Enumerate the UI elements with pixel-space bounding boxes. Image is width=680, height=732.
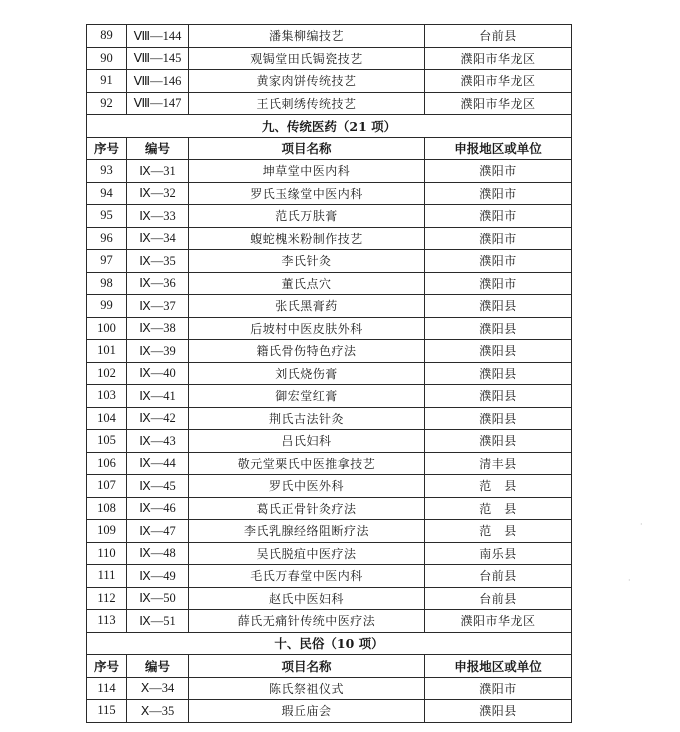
header-code: 编号: [127, 137, 189, 160]
item-name: 毛氏万春堂中医内科: [189, 565, 425, 588]
item-region: 濮阳市: [425, 205, 572, 228]
item-code: Ⅸ—34: [127, 227, 189, 250]
item-name: 刘氏烧伤膏: [189, 362, 425, 385]
table-row: [87, 587, 572, 610]
item-region: 濮阳市华龙区: [425, 70, 572, 93]
item-region: 范 县: [425, 497, 572, 520]
item-region: 濮阳市华龙区: [425, 47, 572, 70]
item-code: Ⅸ—47: [127, 520, 189, 543]
item-code: Ⅹ—35: [127, 700, 189, 723]
scan-speck: ·: [628, 576, 631, 585]
item-region: 濮阳县: [425, 700, 572, 723]
item-number: 96: [87, 227, 127, 250]
item-code: Ⅸ—36: [127, 272, 189, 295]
table-header-row: [87, 655, 572, 678]
item-number: 101: [87, 340, 127, 363]
item-code: Ⅷ—144: [127, 25, 189, 48]
item-name: 罗氏中医外科: [189, 475, 425, 498]
table-row: [87, 430, 572, 453]
table-row: [87, 565, 572, 588]
item-code: Ⅷ—146: [127, 70, 189, 93]
table-header-row: [87, 137, 572, 160]
section-title: 九、传统医药（21 项）: [87, 115, 572, 138]
item-code: Ⅸ—35: [127, 250, 189, 273]
item-region: 濮阳市华龙区: [425, 610, 572, 633]
table-row: [87, 25, 572, 48]
header-name: 项目名称: [189, 655, 425, 678]
item-name: 后坡村中医皮肤外科: [189, 317, 425, 340]
item-region: 濮阳市: [425, 182, 572, 205]
table-row: [87, 542, 572, 565]
item-number: 90: [87, 47, 127, 70]
item-name: 坤草堂中医内科: [189, 160, 425, 183]
item-code: Ⅸ—49: [127, 565, 189, 588]
item-name: 籍氏骨伤特色疗法: [189, 340, 425, 363]
header-region: 申报地区或单位: [425, 137, 572, 160]
item-region: 濮阳县: [425, 362, 572, 385]
header-code: 编号: [127, 655, 189, 678]
item-number: 105: [87, 430, 127, 453]
item-number: 89: [87, 25, 127, 48]
item-region: 濮阳市: [425, 250, 572, 273]
table-row: [87, 47, 572, 70]
item-name: 葛氏正骨针灸疗法: [189, 497, 425, 520]
item-region: 范 县: [425, 520, 572, 543]
item-region: 濮阳市: [425, 677, 572, 700]
item-code: Ⅸ—37: [127, 295, 189, 318]
item-number: 106: [87, 452, 127, 475]
item-region: 濮阳县: [425, 385, 572, 408]
table-row: [87, 407, 572, 430]
table-row: [87, 362, 572, 385]
item-code: Ⅸ—38: [127, 317, 189, 340]
item-number: 112: [87, 587, 127, 610]
header-num: 序号: [87, 655, 127, 678]
item-region: 濮阳市: [425, 160, 572, 183]
item-name: 薛氏无痛针传统中医疗法: [189, 610, 425, 633]
item-code: Ⅸ—51: [127, 610, 189, 633]
item-name: 潘集柳编技艺: [189, 25, 425, 48]
item-code: Ⅸ—44: [127, 452, 189, 475]
item-code: Ⅷ—147: [127, 92, 189, 115]
item-name: 张氏黑膏药: [189, 295, 425, 318]
item-code: Ⅸ—45: [127, 475, 189, 498]
item-name: 李氏乳腺经络阻断疗法: [189, 520, 425, 543]
section-row-folk-customs: [87, 632, 572, 655]
item-region: 濮阳县: [425, 340, 572, 363]
item-name: 瑕丘庙会: [189, 700, 425, 723]
item-code: Ⅸ—32: [127, 182, 189, 205]
table-row: [87, 160, 572, 183]
item-region: 濮阳县: [425, 317, 572, 340]
scan-speck: ·: [640, 520, 643, 529]
item-name: 赵氏中医妇科: [189, 587, 425, 610]
item-name: 吕氏妇科: [189, 430, 425, 453]
item-number: 114: [87, 677, 127, 700]
item-name: 蝮蛇槐米粉制作技艺: [189, 227, 425, 250]
section-row-traditional-medicine: [87, 115, 572, 138]
item-number: 97: [87, 250, 127, 273]
item-region: 濮阳县: [425, 407, 572, 430]
item-number: 99: [87, 295, 127, 318]
item-name: 董氏点穴: [189, 272, 425, 295]
table-row: [87, 452, 572, 475]
item-region: 濮阳县: [425, 295, 572, 318]
item-code: Ⅸ—46: [127, 497, 189, 520]
item-name: 黄家肉饼传统技艺: [189, 70, 425, 93]
item-code: Ⅸ—42: [127, 407, 189, 430]
item-number: 95: [87, 205, 127, 228]
header-region: 申报地区或单位: [425, 655, 572, 678]
table-row: [87, 610, 572, 633]
item-number: 113: [87, 610, 127, 633]
item-region: 南乐县: [425, 542, 572, 565]
table-row: [87, 70, 572, 93]
table-row: [87, 317, 572, 340]
item-name: 罗氏玉缘堂中医内科: [189, 182, 425, 205]
item-name: 荆氏古法针灸: [189, 407, 425, 430]
section-title: 十、民俗（10 项）: [87, 632, 572, 655]
table-row: [87, 340, 572, 363]
item-region: 濮阳市: [425, 227, 572, 250]
table-row: [87, 520, 572, 543]
item-code: Ⅷ—145: [127, 47, 189, 70]
item-region: 范 县: [425, 475, 572, 498]
header-num: 序号: [87, 137, 127, 160]
item-number: 100: [87, 317, 127, 340]
item-number: 94: [87, 182, 127, 205]
item-code: Ⅸ—39: [127, 340, 189, 363]
table-row: [87, 475, 572, 498]
table-row: [87, 205, 572, 228]
item-number: 98: [87, 272, 127, 295]
item-region: 清丰县: [425, 452, 572, 475]
item-number: 103: [87, 385, 127, 408]
item-name: 观锔堂田氏锔瓷技艺: [189, 47, 425, 70]
table-row: [87, 272, 572, 295]
item-number: 92: [87, 92, 127, 115]
item-code: Ⅸ—40: [127, 362, 189, 385]
item-code: Ⅸ—43: [127, 430, 189, 453]
item-code: Ⅸ—31: [127, 160, 189, 183]
table-row: [87, 182, 572, 205]
item-number: 93: [87, 160, 127, 183]
item-region: 台前县: [425, 25, 572, 48]
item-region: 台前县: [425, 565, 572, 588]
item-code: Ⅸ—48: [127, 542, 189, 565]
table-row: [87, 92, 572, 115]
item-number: 91: [87, 70, 127, 93]
item-region: 濮阳市华龙区: [425, 92, 572, 115]
item-region: 台前县: [425, 587, 572, 610]
heritage-list-table: [86, 24, 572, 723]
item-number: 102: [87, 362, 127, 385]
table-row: [87, 227, 572, 250]
item-region: 濮阳市: [425, 272, 572, 295]
item-name: 吴氏脱疽中医疗法: [189, 542, 425, 565]
item-name: 御宏堂红膏: [189, 385, 425, 408]
item-number: 109: [87, 520, 127, 543]
item-number: 104: [87, 407, 127, 430]
table-row: [87, 385, 572, 408]
item-name: 李氏针灸: [189, 250, 425, 273]
item-code: Ⅸ—50: [127, 587, 189, 610]
item-name: 陈氏祭祖仪式: [189, 677, 425, 700]
table-row: [87, 250, 572, 273]
item-region: 濮阳县: [425, 430, 572, 453]
item-name: 范氏万肤膏: [189, 205, 425, 228]
item-number: 111: [87, 565, 127, 588]
item-code: Ⅹ—34: [127, 677, 189, 700]
item-code: Ⅸ—33: [127, 205, 189, 228]
table-row: [87, 677, 572, 700]
item-number: 115: [87, 700, 127, 723]
table-row: [87, 497, 572, 520]
item-number: 110: [87, 542, 127, 565]
item-name: 王氏刺绣传统技艺: [189, 92, 425, 115]
item-number: 108: [87, 497, 127, 520]
table-row: [87, 295, 572, 318]
item-name: 敬元堂栗氏中医推拿技艺: [189, 452, 425, 475]
table-row: [87, 700, 572, 723]
header-name: 项目名称: [189, 137, 425, 160]
item-code: Ⅸ—41: [127, 385, 189, 408]
item-number: 107: [87, 475, 127, 498]
